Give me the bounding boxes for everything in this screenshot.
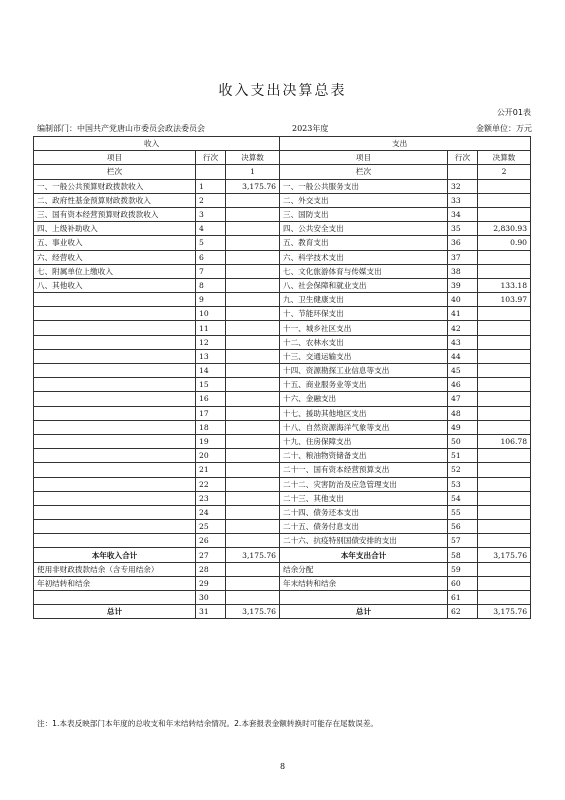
income-amount-cell [226, 278, 280, 292]
income-row-number: 24 [196, 505, 226, 519]
income-amount-cell [226, 434, 280, 448]
expense-item-cell: 七、文化旅游体育与传媒支出 [280, 264, 448, 278]
income-amount-cell: 3,175.76 [226, 605, 280, 619]
table-row [34, 463, 531, 477]
income-item-cell: 一、一般公共预算财政拨款收入 [34, 179, 196, 193]
table-row [34, 236, 531, 250]
income-item-cell [34, 321, 196, 335]
page-number: 8 [279, 762, 286, 771]
expense-amount-cell [478, 420, 531, 434]
income-amount-cell [226, 293, 280, 307]
expense-item-cell: 二十六、抗疫特别国债安排的支出 [280, 534, 448, 548]
income-amount-cell [226, 321, 280, 335]
expense-item-cell: 一、一般公共服务支出 [280, 179, 448, 193]
income-row-number: 29 [196, 576, 226, 590]
expense-amount-cell [478, 378, 531, 392]
income-item-cell: 总计 [34, 605, 196, 619]
income-col-blank [196, 165, 226, 179]
report-meta [37, 123, 532, 135]
income-row-number: 5 [196, 236, 226, 250]
expense-row-number: 42 [448, 321, 478, 335]
income-item-cell [34, 449, 196, 463]
table-row [34, 307, 531, 321]
income-amount-cell [226, 236, 280, 250]
expense-amount-cell [478, 491, 531, 505]
expense-item-cell: 十、节能环保支出 [280, 307, 448, 321]
expense-item-cell: 三、国防支出 [280, 207, 448, 221]
table-row [34, 491, 531, 505]
income-amount-cell [226, 335, 280, 349]
expense-row-number: 46 [448, 378, 478, 392]
table-row [34, 293, 531, 307]
expense-amount-cell: 3,175.76 [478, 605, 531, 619]
section-header-row [34, 137, 531, 151]
expense-row-number: 32 [448, 179, 478, 193]
table-row [34, 193, 531, 207]
income-item-cell [34, 378, 196, 392]
expense-item-cell: 结余分配 [280, 562, 448, 576]
expense-row-number: 34 [448, 207, 478, 221]
income-row-number: 27 [196, 548, 226, 562]
income-row-number: 2 [196, 193, 226, 207]
income-row-number: 15 [196, 378, 226, 392]
table-row [34, 562, 531, 576]
table-row [34, 278, 531, 292]
income-amount-cell [226, 207, 280, 221]
expense-item-cell: 十六、金融支出 [280, 392, 448, 406]
income-amount-cell [226, 420, 280, 434]
expense-col-label: 栏次 [280, 165, 448, 179]
expense-item-cell: 二十二、灾害防治及应急管理支出 [280, 477, 448, 491]
table-row [34, 534, 531, 548]
income-item-cell: 本年收入合计 [34, 548, 196, 562]
table-row [34, 378, 531, 392]
income-amount-cell [226, 477, 280, 491]
expense-item-cell: 十九、住房保障支出 [280, 434, 448, 448]
expense-item-cell: 二十、粮油物资储备支出 [280, 449, 448, 463]
income-item-cell [34, 335, 196, 349]
income-item-cell: 八、其他收入 [34, 278, 196, 292]
expense-row-number: 38 [448, 264, 478, 278]
income-col-label: 栏次 [34, 165, 196, 179]
income-amount-cell [226, 576, 280, 590]
income-row-number: 21 [196, 463, 226, 477]
expense-amount-header: 决算数 [478, 151, 531, 165]
income-row-number: 11 [196, 321, 226, 335]
expense-item-cell: 二十四、债务还本支出 [280, 505, 448, 519]
expense-item-cell: 二十三、其他支出 [280, 491, 448, 505]
income-amount-cell [226, 364, 280, 378]
income-amount-cell [226, 520, 280, 534]
income-amount-cell [226, 307, 280, 321]
income-amount-cell [226, 193, 280, 207]
expense-row-number: 40 [448, 293, 478, 307]
income-amount-cell [226, 491, 280, 505]
expense-amount-cell: 3,175.76 [478, 548, 531, 562]
table-row [34, 406, 531, 420]
income-row-number: 17 [196, 406, 226, 420]
expense-row-number: 37 [448, 250, 478, 264]
income-expense-table [33, 136, 531, 619]
table-row [34, 434, 531, 448]
expense-item-cell: 二、外交支出 [280, 193, 448, 207]
income-amount-cell [226, 250, 280, 264]
table-row [34, 250, 531, 264]
expense-row-number: 45 [448, 364, 478, 378]
income-item-cell: 使用非财政拨款结余（含专用结余） [34, 562, 196, 576]
income-amount-cell [226, 406, 280, 420]
table-row [34, 576, 531, 590]
income-item-cell [34, 392, 196, 406]
table-row [34, 520, 531, 534]
table-row [34, 605, 531, 619]
income-amount-cell [226, 222, 280, 236]
expense-amount-cell [478, 193, 531, 207]
income-item-cell [34, 505, 196, 519]
expense-amount-cell: 133.18 [478, 278, 531, 292]
expense-amount-cell [478, 463, 531, 477]
expense-row-number: 59 [448, 562, 478, 576]
expense-amount-cell [478, 250, 531, 264]
expense-amount-cell [478, 207, 531, 221]
income-item-cell: 五、事业收入 [34, 236, 196, 250]
income-row-number: 25 [196, 520, 226, 534]
income-item-cell [34, 293, 196, 307]
expense-row-number: 36 [448, 236, 478, 250]
income-row-number: 10 [196, 307, 226, 321]
expense-item-cell: 十一、城乡社区支出 [280, 321, 448, 335]
income-row-number: 19 [196, 434, 226, 448]
expense-item-cell: 十七、援助其他地区支出 [280, 406, 448, 420]
expense-row-number: 39 [448, 278, 478, 292]
expense-amount-cell [478, 477, 531, 491]
expense-item-cell: 五、教育支出 [280, 236, 448, 250]
expense-amount-cell [478, 392, 531, 406]
income-item-cell [34, 307, 196, 321]
expense-item-cell: 十八、自然资源海洋气象等支出 [280, 420, 448, 434]
expense-item-cell: 本年支出合计 [280, 548, 448, 562]
expense-amount-cell [478, 576, 531, 590]
expense-row-number: 35 [448, 222, 478, 236]
table-row [34, 222, 531, 236]
income-row-number: 28 [196, 562, 226, 576]
table-row [34, 449, 531, 463]
expense-row-header: 行次 [448, 151, 478, 165]
expense-section-header: 支出 [280, 137, 531, 151]
income-item-cell [34, 477, 196, 491]
column-header-row [34, 151, 531, 165]
income-item-cell: 年初结转和结余 [34, 576, 196, 590]
expense-amount-cell [478, 562, 531, 576]
income-amount-cell [226, 505, 280, 519]
income-amount-cell [226, 591, 280, 605]
table-row [34, 364, 531, 378]
expense-amount-cell: 0.90 [478, 236, 531, 250]
expense-row-number: 56 [448, 520, 478, 534]
expense-col-number: 2 [478, 165, 531, 179]
expense-row-number: 41 [448, 307, 478, 321]
income-amount-cell [226, 392, 280, 406]
income-amount-cell: 3,175.76 [226, 179, 280, 193]
income-row-number: 7 [196, 264, 226, 278]
expense-amount-cell [478, 264, 531, 278]
expense-amount-cell [478, 534, 531, 548]
expense-row-number: 51 [448, 449, 478, 463]
expense-item-header: 项目 [280, 151, 448, 165]
fiscal-year: 2023年度 [292, 124, 329, 133]
expense-item-cell: 总计 [280, 605, 448, 619]
expense-amount-cell [478, 179, 531, 193]
expense-item-cell: 十五、商业服务业等支出 [280, 378, 448, 392]
expense-item-cell: 二十一、国有资本经营预算支出 [280, 463, 448, 477]
income-item-cell [34, 364, 196, 378]
expense-amount-cell [478, 449, 531, 463]
income-row-number: 20 [196, 449, 226, 463]
income-amount-cell [226, 534, 280, 548]
income-item-cell [34, 591, 196, 605]
income-item-cell: 四、上级补助收入 [34, 222, 196, 236]
expense-row-number: 48 [448, 406, 478, 420]
expense-row-number: 50 [448, 434, 478, 448]
income-item-cell [34, 349, 196, 363]
table-row [34, 321, 531, 335]
table-row [34, 477, 531, 491]
table-row [34, 591, 531, 605]
expense-amount-cell: 2,830.93 [478, 222, 531, 236]
expense-item-cell: 十二、农林水支出 [280, 335, 448, 349]
table-row [34, 505, 531, 519]
income-section-header: 收入 [34, 137, 280, 151]
income-row-header: 行次 [196, 151, 226, 165]
income-amount-header: 决算数 [226, 151, 280, 165]
table-row [34, 207, 531, 221]
expense-item-cell: 十三、交通运输支出 [280, 349, 448, 363]
income-item-cell [34, 434, 196, 448]
expense-row-number: 54 [448, 491, 478, 505]
expense-row-number: 33 [448, 193, 478, 207]
income-item-header: 项目 [34, 151, 196, 165]
income-item-cell: 六、经营收入 [34, 250, 196, 264]
income-item-cell [34, 520, 196, 534]
expense-row-number: 53 [448, 477, 478, 491]
income-item-cell [34, 534, 196, 548]
amount-unit: 金额单位：万元 [476, 124, 532, 133]
income-row-number: 30 [196, 591, 226, 605]
expense-row-number: 62 [448, 605, 478, 619]
expense-row-number: 47 [448, 392, 478, 406]
table-row [34, 349, 531, 363]
income-amount-cell [226, 463, 280, 477]
expense-row-number: 60 [448, 576, 478, 590]
expense-row-number: 44 [448, 349, 478, 363]
expense-row-number: 43 [448, 335, 478, 349]
expense-amount-cell [478, 335, 531, 349]
income-item-cell: 二、政府性基金预算财政拨款收入 [34, 193, 196, 207]
expense-item-cell [280, 591, 448, 605]
expense-item-cell: 二十五、债务付息支出 [280, 520, 448, 534]
expense-row-number: 58 [448, 548, 478, 562]
income-row-number: 12 [196, 335, 226, 349]
expense-row-number: 52 [448, 463, 478, 477]
income-row-number: 26 [196, 534, 226, 548]
income-item-cell: 三、国有资本经营预算财政拨款收入 [34, 207, 196, 221]
income-col-number: 1 [226, 165, 280, 179]
income-row-number: 13 [196, 349, 226, 363]
income-item-cell: 七、附属单位上缴收入 [34, 264, 196, 278]
income-row-number: 14 [196, 364, 226, 378]
table-row [34, 335, 531, 349]
income-row-number: 22 [196, 477, 226, 491]
expense-row-number: 57 [448, 534, 478, 548]
table-row [34, 264, 531, 278]
expense-amount-cell: 106.78 [478, 434, 531, 448]
income-row-number: 16 [196, 392, 226, 406]
footnote: 注：1.本表反映部门本年度的总收支和年末结转结余情况。2.本套报表金额转换时可能存在尾数误差。 [37, 719, 379, 728]
expense-row-number: 55 [448, 505, 478, 519]
expense-item-cell: 四、公共安全支出 [280, 222, 448, 236]
expense-amount-cell [478, 364, 531, 378]
expense-row-number: 61 [448, 591, 478, 605]
expense-amount-cell [478, 520, 531, 534]
income-row-number: 23 [196, 491, 226, 505]
table-row [34, 179, 531, 193]
income-amount-cell [226, 349, 280, 363]
table-row [34, 420, 531, 434]
income-item-cell [34, 406, 196, 420]
income-row-number: 8 [196, 278, 226, 292]
income-row-number: 1 [196, 179, 226, 193]
expense-amount-cell [478, 307, 531, 321]
expense-amount-cell [478, 591, 531, 605]
income-item-cell [34, 420, 196, 434]
income-row-number: 4 [196, 222, 226, 236]
expense-col-blank [448, 165, 478, 179]
income-row-number: 31 [196, 605, 226, 619]
income-amount-cell [226, 264, 280, 278]
income-row-number: 6 [196, 250, 226, 264]
expense-item-cell: 八、社会保障和就业支出 [280, 278, 448, 292]
income-amount-cell [226, 562, 280, 576]
expense-item-cell: 九、卫生健康支出 [280, 293, 448, 307]
expense-item-cell: 十四、资源勘探工业信息等支出 [280, 364, 448, 378]
income-row-number: 3 [196, 207, 226, 221]
form-number: 公开01表 [496, 108, 531, 117]
expense-amount-cell [478, 321, 531, 335]
income-item-cell [34, 491, 196, 505]
expense-amount-cell: 103.97 [478, 293, 531, 307]
expense-item-cell: 年末结转和结余 [280, 576, 448, 590]
expense-amount-cell [478, 406, 531, 420]
expense-amount-cell [478, 349, 531, 363]
column-index-row [34, 165, 531, 179]
expense-row-number: 49 [448, 420, 478, 434]
report-title: 收入支出决算总表 [218, 83, 347, 99]
income-item-cell [34, 463, 196, 477]
income-amount-cell: 3,175.76 [226, 548, 280, 562]
expense-amount-cell [478, 505, 531, 519]
income-row-number: 18 [196, 420, 226, 434]
table-row [34, 392, 531, 406]
table-row [34, 548, 531, 562]
income-amount-cell [226, 449, 280, 463]
income-row-number: 9 [196, 293, 226, 307]
expense-item-cell: 六、科学技术支出 [280, 250, 448, 264]
compiling-department: 编制部门：中国共产党唐山市委员会政法委员会 [37, 124, 205, 133]
income-amount-cell [226, 378, 280, 392]
